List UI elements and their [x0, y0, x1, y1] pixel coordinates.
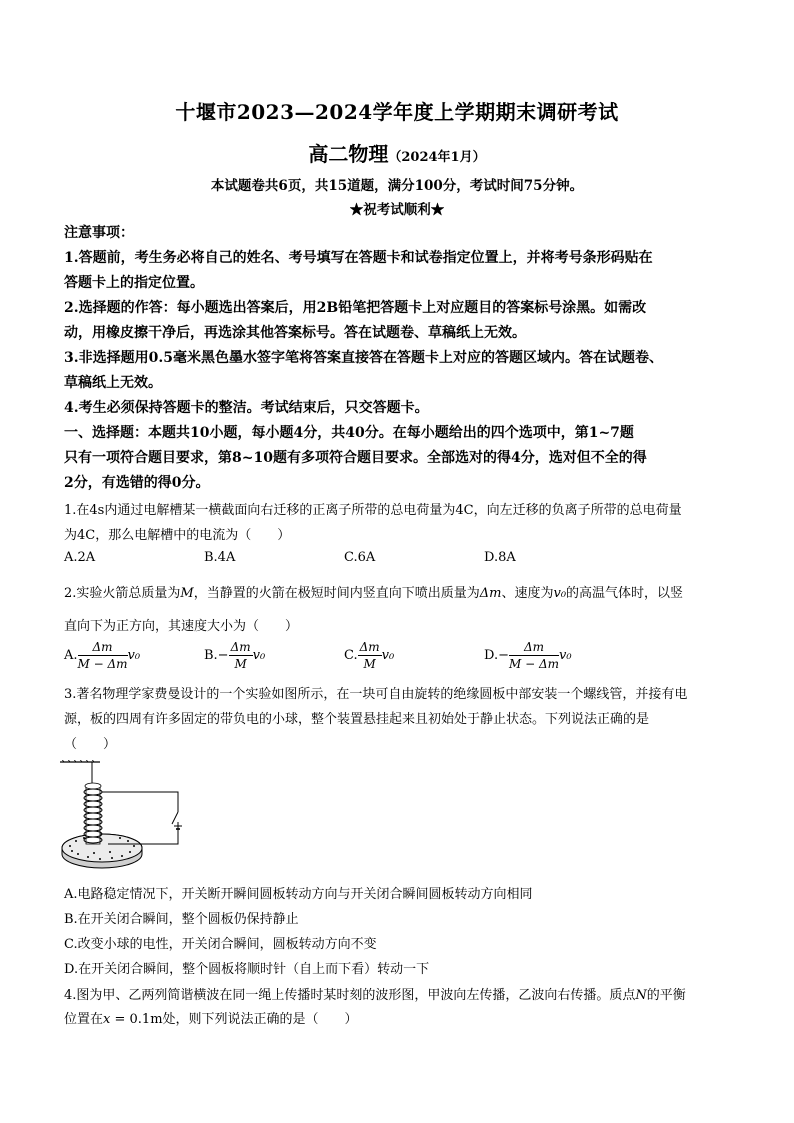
- denominator: M − Δm: [508, 657, 559, 671]
- q2-stem: 直向下为正方向，其速度大小为（ ）: [64, 619, 299, 634]
- q3-option-c: C.改变小球的电性，开关闭合瞬间，圆板转动方向不变: [64, 937, 377, 952]
- q2-option-a: [64, 639, 140, 672]
- v0-symbol: v₀: [127, 648, 141, 663]
- numerator: Δm: [359, 640, 380, 654]
- q4-stem: [64, 984, 734, 1003]
- q2-text: ，当静置的火箭在极短时间内竖直向下喷出质量为: [193, 586, 480, 601]
- exam-wish: ★祝考试顺利★: [349, 202, 445, 218]
- q1-stem: 1.在4s内通过电解槽某一横截面向右迁移的正离子所带的总电荷量为4C，向左迁移的负离子所带的总电荷量: [64, 503, 682, 518]
- exam-title: 十堰市2023—2024学年度上学期期末调研考试: [175, 100, 619, 124]
- q1-option-a: A.2A: [64, 550, 96, 565]
- fraction: [509, 639, 559, 672]
- notes-line: 4.考生必须保持答题卡的整洁。考试结束后，只交答题卡。: [64, 400, 429, 416]
- q2-stem: [64, 582, 734, 601]
- q1-option-b: B.4A: [204, 550, 236, 565]
- section1-line: 2分，有选错的得0分。: [64, 475, 210, 491]
- fraction: [229, 639, 253, 672]
- q2-v0-symbol: v₀: [553, 586, 567, 601]
- q4-text: = 0.1m处，则下列说法正确的是（ ）: [110, 1012, 358, 1027]
- notes-line: 草稿纸上无效。: [64, 375, 162, 391]
- denominator: M: [363, 657, 376, 671]
- subject-label: 高二物理: [308, 142, 389, 166]
- section1-line: 只有一项符合题目要求，第8~10题有多项符合题目要求。全部选对的得4分，选对但不全的得: [64, 450, 647, 466]
- q2-mass-symbol: M: [180, 586, 194, 601]
- notes-line: 动，用橡皮擦干净后，再选涂其他答案标号。答在试题卷、草稿纸上无效。: [64, 325, 526, 341]
- v0-symbol: v₀: [252, 648, 266, 663]
- q4-n-symbol: N: [635, 988, 647, 1003]
- q2-option-c: [344, 639, 394, 672]
- q4-x-symbol: x: [103, 1012, 111, 1027]
- numerator: Δm: [78, 639, 128, 656]
- fraction: [78, 639, 128, 672]
- exam-info: 本试题卷共6页，共15道题，满分100分，考试时间75分钟。: [210, 178, 584, 194]
- q3-stem: 3.著名物理学家费曼设计的一个实验如图所示，在一块可自由旋转的绝缘圆板中部安装一个螺线管，并接有电: [64, 687, 688, 702]
- q3-option-b: B.在开关闭合瞬间，整个圆板仍保持静止: [64, 912, 299, 927]
- q1-stem: 为4C，那么电解槽中的电流为（ ）: [64, 528, 291, 543]
- q1-option-c: C.6A: [344, 550, 376, 565]
- option-label: D.−: [484, 648, 509, 663]
- q3-stem: （ ）: [64, 737, 117, 752]
- option-label: B.−: [204, 648, 229, 663]
- exam-subtitle: [0, 138, 794, 167]
- q3-option-a: A.电路稳定情况下，开关断开瞬间圆板转动方向与开关闭合瞬间圆板转动方向相同: [64, 887, 533, 902]
- notes-line: 1.答题前，考生务必将自己的姓名、考号填写在答题卡和试卷指定位置上，并将考号条形码贴在: [64, 250, 653, 266]
- q2-text: 的高温气体时，以竖: [566, 586, 684, 601]
- q2-text: 2.实验火箭总质量为: [64, 586, 181, 601]
- feynman-disk-figure: [60, 760, 190, 872]
- notes-line: 3.非选择题用0.5毫米黑色墨水签字笔将答案直接答在答题卡上对应的答题区域内。答在试题卷、: [64, 350, 663, 366]
- option-label: A.: [64, 648, 78, 663]
- q3-option-d: D.在开关闭合瞬间，整个圆板将顺时针（自上而下看）转动一下: [64, 962, 430, 977]
- exam-date: （2024年1月）: [388, 150, 486, 165]
- notes-line: 答题卡上的指定位置。: [64, 275, 204, 291]
- denominator: M − Δm: [77, 657, 128, 671]
- q2-option-d: [484, 639, 572, 672]
- q2-option-b: [204, 639, 265, 672]
- q4-text: 位置在: [64, 1012, 104, 1027]
- numerator: Δm: [509, 639, 559, 656]
- q2-dm-symbol: Δm: [479, 586, 502, 601]
- v0-symbol: v₀: [381, 648, 395, 663]
- notes-line: 2.选择题的作答：每小题选出答案后，用2B铅笔把答题卡上对应题目的答案标号涂黑。如需改: [64, 300, 647, 316]
- numerator: Δm: [230, 640, 251, 654]
- q4-text: 的平衡: [646, 988, 686, 1003]
- option-label: C.: [344, 648, 358, 663]
- denominator: M: [234, 657, 247, 671]
- v0-symbol: v₀: [559, 648, 572, 663]
- q2-text: 、速度为: [501, 586, 554, 601]
- q1-option-d: D.8A: [484, 550, 516, 565]
- fraction: [358, 639, 382, 672]
- notes-heading: 注意事项：: [64, 225, 134, 241]
- q4-stem: [64, 1008, 734, 1027]
- q4-text: 4.图为甲、乙两列简谐横波在同一绳上传播时某时刻的波形图，甲波向左传播，乙波向右传播。质点: [64, 988, 636, 1003]
- section1-line: 一、选择题：本题共10小题，每小题4分，共40分。在每小题给出的四个选项中，第1~7题: [64, 425, 634, 441]
- q3-stem: 源，板的四周有许多固定的带负电的小球，整个装置悬挂起来且初始处于静止状态。下列说法正确的是: [64, 712, 650, 727]
